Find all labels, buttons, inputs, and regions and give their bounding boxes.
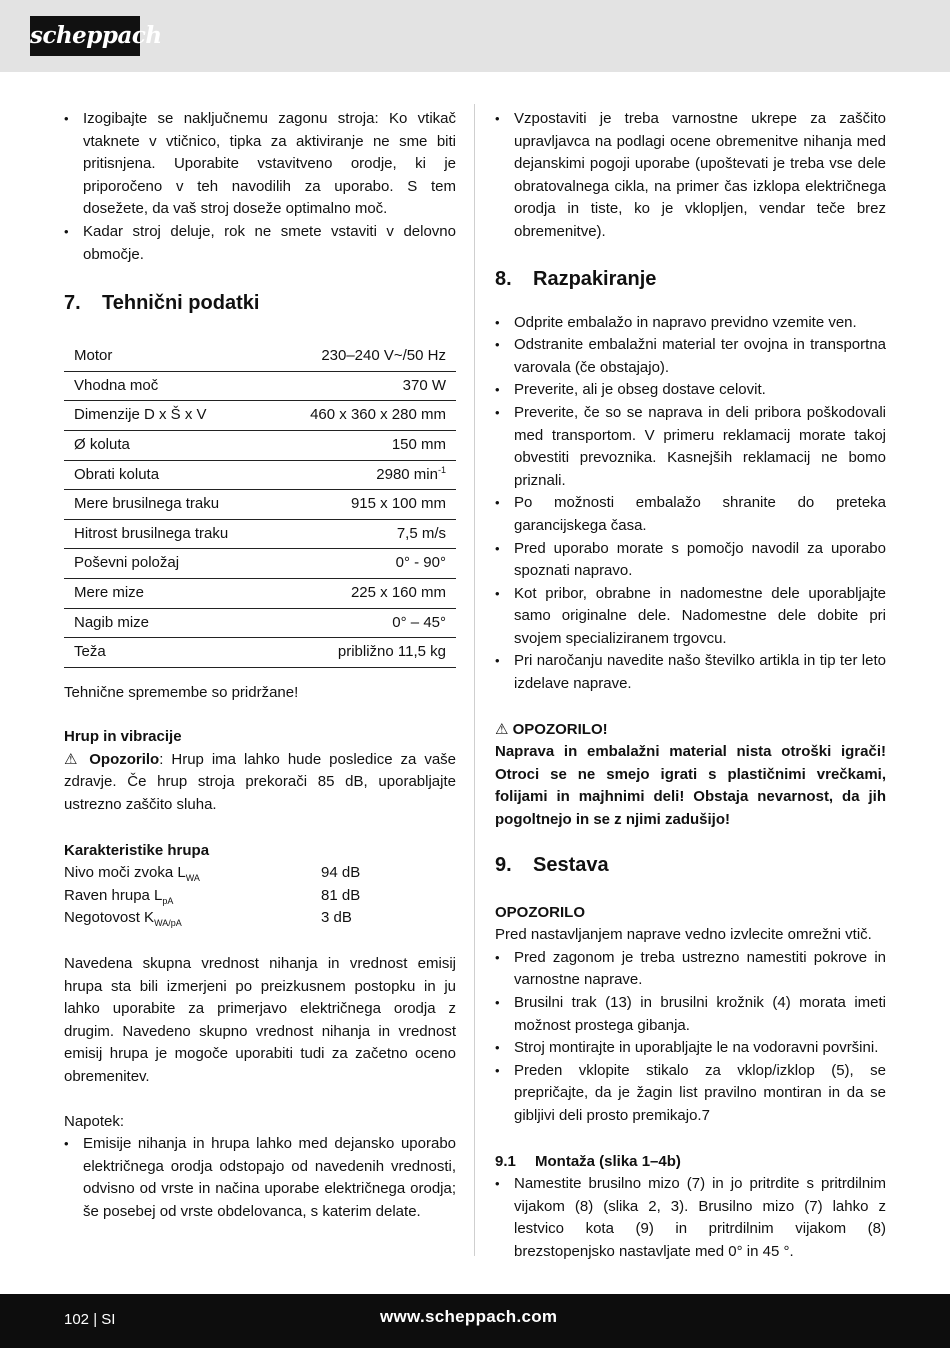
spec-value: 460 x 360 x 280 mm: [271, 401, 456, 431]
warning-triangle-icon: ⚠: [64, 750, 82, 768]
section-9-heading: [495, 852, 886, 878]
section-number: 8.: [495, 267, 512, 290]
intro-bullets-left: [64, 108, 456, 266]
spec-label: Motor: [64, 342, 271, 371]
noise-label: Negotovost $K_{WA/pA}$: [64, 909, 182, 929]
spec-value: 7,5 m/s: [271, 519, 456, 549]
list-item: • Pred uporabo morate s pomočjo navodil za uporabo spoznati napravo.: [495, 538, 886, 583]
section-number: 9.: [495, 853, 512, 876]
list-item: • Preverite, če so se naprava in deli pribora poškodovali med transportom. V primeru reklamacij morate takoj obvestiti prevoznika. Kasnejših reklamacij ne bomo priznali.: [495, 402, 886, 492]
spec-row: [64, 460, 456, 490]
assembly-warning-heading: OPOZORILO: [495, 903, 585, 921]
noise-label: Nivo moči zvoka $L_{WA}$: [64, 864, 200, 884]
noise-value: 81 dB: [321, 886, 361, 904]
list-item: • Brusilni trak (13) in brusilni krožnik (4) morata imeti možnost prostega gibanja.: [495, 992, 886, 1037]
list-item: • Emisije nihanja in hrupa lahko med dejansko uporabo električnega orodja odstopajo od navedenih vrednosti, odvisno od vrste in načina uporabe električnega orodja; še posebej od vrste obdelovanca, s katerim delate.: [64, 1133, 456, 1223]
right-column: [495, 108, 886, 1264]
noise-value: 3 dB: [321, 909, 352, 927]
page-footer: [0, 1294, 950, 1348]
list-item: • Kot pribor, obrabne in nadomestne dele uporabljajte samo originalne dele. Nadomestne dele dobite pri svojem specializiranem trgovcu.: [495, 583, 886, 651]
spec-row: [64, 371, 456, 401]
left-column: [64, 108, 456, 1224]
spec-value: 370 W: [271, 371, 456, 401]
spec-label: Mere mize: [64, 578, 271, 608]
noise-row: [64, 862, 456, 885]
spec-label: Mere brusilnega traku: [64, 490, 271, 520]
section-title: Tehnični podatki: [102, 292, 260, 315]
section-7-heading: [64, 290, 456, 316]
spec-value: 915 x 100 mm: [271, 490, 456, 520]
spec-label: Dimenzije D x Š x V: [64, 401, 271, 431]
website-url: www.scheppach.com: [380, 1307, 558, 1326]
list-item: • Pri naročanju navedite našo številko artikla in tip ter leto izdelave naprave.: [495, 650, 886, 695]
noise-heading: Hrup in vibracije: [64, 728, 182, 746]
noise-warning-text: : Hrup ima lahko hude posledice za vaše zdravje. Če hrup stroja prekorači 85 dB, uporabljajte ustrezno zaščito sluha.: [64, 750, 457, 814]
spec-value: 2980 $\min^{-1}$: [271, 460, 456, 490]
spec-row: [64, 519, 456, 549]
spec-label: Ø koluta: [64, 430, 271, 460]
warning-triangle-icon: ⚠: [495, 720, 509, 738]
list-item: • Pred zagonom je treba ustrezno namestiti pokrove in varnostne naprave.: [495, 947, 886, 992]
warning-title: ⚠ OPOZORILO!: [495, 720, 608, 738]
montage-bullets: [495, 1173, 886, 1263]
spec-row: [64, 342, 456, 371]
spec-label: Hitrost brusilnega traku: [64, 519, 271, 549]
spec-row: [64, 401, 456, 431]
list-item: • Odprite embalažo in napravo previdno vzemite ven.: [495, 312, 886, 335]
spec-value: 150 mm: [271, 430, 456, 460]
note-heading: Napotek:: [64, 1112, 125, 1130]
noise-warning-label: Opozorilo: [89, 750, 160, 768]
list-item: • Stroj montirajte in uporabljajte le na vodoravni površini.: [495, 1037, 886, 1060]
note-bullets: [64, 1133, 456, 1223]
warning-text: Naprava in embalažni material nista otroški igrači! Otroci se ne smejo igrati s plastičnimi vrečkami, folijami in majhnimi deli! Obstaja nevarnost, da jih pogoltnejo in se z njimi zadušijo!: [495, 743, 886, 829]
unpack-bullets: [495, 312, 886, 696]
list-item: • Izogibajte se naključnemu zagonu stroja: Ko vtikač vtaknete v vtičnico, tipka za aktiviranje ne sme biti pritisnjena. Uporabite vstavitveno orodje, ki je priporočeno v teh navodilih za uporabo. S tem dosežete, da vaš stroj doseže optimalno moč.: [64, 108, 456, 221]
spec-value: 0° – 45°: [271, 608, 456, 638]
spec-table: [64, 342, 456, 668]
spec-label: Vhodna moč: [64, 371, 271, 401]
section-8-heading: [495, 266, 886, 292]
spec-value: približno 11,5 kg: [271, 638, 456, 668]
subsection-9-1-heading: [495, 1151, 886, 1174]
list-item: • Vzpostaviti je treba varnostne ukrepe za zaščito upravljavca na podlagi ocene obremenitve nihanja med dejanskimi pogoji uporabe (upoštevati je treba vse dele obratovalnega cikla, na primer čas izklopa električnega orodja in tiste, ko je vklopljen, vendar teče brez obremenitve).: [495, 108, 886, 244]
list-item: • Odstranite embalažni material ter ovojna in transportna varovala (če obstajajo).: [495, 334, 886, 379]
spec-row: [64, 490, 456, 520]
spec-value: 230–240 V~/50 Hz: [271, 342, 456, 371]
spec-label: Poševni položaj: [64, 549, 271, 579]
page-number: 102 | SI: [64, 1311, 116, 1328]
section-number: 7.: [64, 292, 81, 315]
spec-row: [64, 549, 456, 579]
noise-values: [64, 862, 456, 930]
tech-changes-note: Tehnične spremembe so pridržane!: [64, 683, 299, 701]
noise-char-heading: Karakteristike hrupa: [64, 841, 210, 859]
spec-value: 0° - 90°: [271, 549, 456, 579]
spec-label: Teža: [64, 638, 271, 668]
list-item: • Preverite, ali je obseg dostave celovit.: [495, 379, 886, 402]
subsection-title: Montaža (slika 1–4b): [535, 1152, 681, 1170]
section-title: Sestava: [533, 853, 609, 876]
intro-bullets-right: [495, 108, 886, 244]
spec-value: 225 x 160 mm: [271, 578, 456, 608]
spec-label: Obrati koluta: [64, 460, 271, 490]
vibration-paragraph: Navedena skupna vrednost nihanja in vrednost emisij hrupa sta bili izmerjeni po preizkusnem postopku in ju lahko uporabite za primerjavo električnega orodja z drugim. Navedeno skupno vrednost nihanja in vrednost emisij hrupa je mogoče uporabiti tudi za začetno oceno obremenitev.: [64, 955, 456, 1085]
spec-row: [64, 638, 456, 668]
section-title: Razpakiranje: [533, 267, 657, 290]
assembly-bullets: [495, 947, 886, 1128]
list-item: • Preden vklopite stikalo za vklop/izklop (5), se prepričajte, da je žagin list pravilno montiran in da se gibljivi deli prosto premikajo.7: [495, 1060, 886, 1128]
spec-row: [64, 430, 456, 460]
page-header: [0, 0, 950, 72]
noise-row: [64, 885, 456, 908]
spec-label: Nagib mize: [64, 608, 271, 638]
scheppach-logo: scheppach: [30, 16, 140, 56]
assembly-warning-text: Pred nastavljanjem naprave vedno izvlecite omrežni vtič.: [495, 926, 872, 944]
list-item: • Kadar stroj deluje, rok ne smete vstaviti v delovno območje.: [64, 221, 456, 266]
subsection-number: 9.1: [495, 1152, 516, 1170]
noise-label: Raven hrupa $L_{pA}$: [64, 886, 174, 906]
spec-row: [64, 578, 456, 608]
list-item: • Po možnosti embalažo shranite do preteka garancijskega časa.: [495, 492, 886, 537]
noise-value: 94 dB: [321, 864, 361, 882]
spec-row: [64, 608, 456, 638]
noise-row: [64, 907, 456, 930]
column-divider: [474, 104, 475, 1256]
noise-warning: [64, 749, 456, 817]
list-item: • Namestite brusilno mizo (7) in jo pritrdite s pritrdilnim vijakom (8) (slika 2, 3). Brusilno mizo (7) lahko z lestvico kota (9) in pritrdilnim vijakom (8) brezstopenjsko nastavljate med 0° in 45 °.: [495, 1173, 886, 1263]
